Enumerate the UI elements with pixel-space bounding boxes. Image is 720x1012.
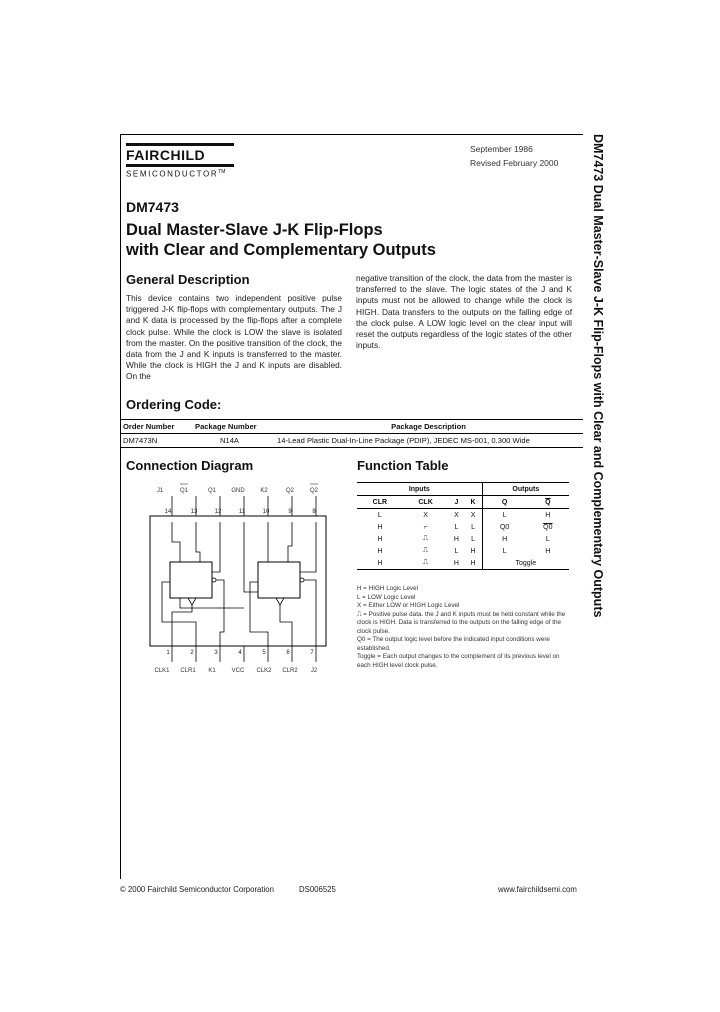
table-row: [357, 557, 569, 570]
ordering-col-package-number: Package Number: [192, 420, 274, 434]
title-line-1: Dual Master-Slave J-K Flip-Flops: [126, 221, 383, 239]
ft-cell: H: [357, 557, 403, 570]
logo-subtitle: [126, 167, 234, 180]
ft-cell: H: [377, 547, 383, 555]
col-k: K: [464, 496, 482, 509]
pin-number: 14: [164, 509, 172, 515]
col-q-bar: $\overline{Q}$: [527, 496, 569, 509]
pin-label-bottom: CLR1: [180, 668, 196, 674]
ft-cell: X: [423, 511, 428, 519]
note: Toggle = Each output changes to the complement of its previous level on each HIGH level clock pulse.: [357, 653, 560, 669]
ft-cell: L: [471, 535, 476, 543]
general-description-col2: negative transition of the clock, the data from the master is transferred to the slave. The logic states of the J and K inputs must not be allowed to change while the clock is HIGH. Data transfers to the outputs on the falling edge of the clock pulse. A LOW logic level on the clear input will reset the outputs regardless of the logic states of the other inputs.: [356, 273, 572, 351]
ft-cell: H: [545, 547, 551, 555]
pin-label-bottom: VCC: [231, 668, 245, 674]
ordering-cell: DM7473N: [120, 434, 192, 448]
col-clk: CLK: [403, 496, 449, 509]
part-number: DM7473: [126, 199, 179, 215]
ordering-col-package-description: Package Description: [274, 420, 583, 434]
pin-number: 1: [166, 650, 170, 656]
connection-diagram-heading: Connection Diagram: [126, 458, 254, 473]
logo-tm: TM: [218, 169, 226, 175]
pin-label-top: K2: [260, 488, 268, 494]
footer-website-link[interactable]: www.fairchildsemi.com: [498, 885, 577, 894]
pin-number: 2: [190, 650, 194, 656]
ft-cell: Q0: [482, 521, 527, 533]
col-q: Q: [482, 496, 527, 509]
pin-label-bottom: K1: [208, 668, 216, 674]
col-j: J: [448, 496, 464, 509]
ordering-cell: N14A: [192, 434, 274, 448]
pin-number: 11: [238, 509, 246, 515]
note: ⎍ = Positive pulse data. the J and K inputs must be held constant while the clock is HIGH. Data is transferred to the outputs on the falling edge of the clock pulse.: [357, 610, 566, 635]
pin-label-top: Q2: [285, 488, 295, 494]
col-clr: CLR: [357, 496, 403, 509]
table-row: [357, 509, 569, 522]
ft-cell: H: [470, 547, 476, 555]
ft-cell: ⎍: [403, 557, 449, 570]
ft-cell: L: [454, 523, 459, 531]
ft-cell: H: [448, 557, 464, 570]
page-title: [126, 220, 436, 260]
ft-cell: H: [545, 511, 551, 519]
ft-cell: L: [482, 545, 527, 557]
ft-cell: L: [454, 547, 459, 555]
ft-cell: H: [464, 557, 482, 570]
pin-number: 6: [286, 650, 290, 656]
top-pin-labels: [157, 488, 319, 494]
date-block: [470, 142, 558, 170]
logo-bar-top: [126, 143, 234, 146]
logo-sub-text: SEMICONDUCTOR: [126, 169, 219, 179]
ft-cell: X: [470, 511, 476, 519]
bottom-pin-labels: [154, 668, 317, 674]
table-row: [120, 434, 583, 448]
title-line-2: with Clear and Complementary Outputs: [126, 241, 436, 259]
note: L = LOW Logic Level: [357, 593, 416, 601]
pin-label-top: Q1: [179, 488, 189, 494]
pin-label-bottom: J2: [310, 668, 318, 674]
ft-cell: Q0: [543, 523, 553, 531]
top-rule: [120, 134, 583, 135]
pin-label-top: Q2: [309, 488, 319, 494]
group-inputs: Inputs: [357, 483, 482, 496]
function-table: [357, 482, 569, 570]
ft-cell: L: [471, 523, 476, 531]
ordering-header-row: [120, 420, 583, 434]
pin-number: 12: [214, 509, 222, 515]
function-table-notes: [357, 585, 572, 670]
general-description-heading: General Description: [126, 272, 250, 287]
table-row: [357, 545, 569, 557]
table-row: [357, 521, 569, 533]
ft-cell: L: [545, 535, 550, 543]
table-row: [357, 533, 569, 545]
date-revised: Revised February 2000: [470, 158, 559, 168]
fairchild-logo: [126, 143, 234, 180]
ft-cell: L: [482, 509, 527, 522]
pin-number: 8: [312, 509, 316, 515]
pin-number: 10: [262, 509, 270, 515]
ft-cell: H: [377, 523, 383, 531]
ordering-cell: 14-Lead Plastic Dual-In-Line Package (PDIP), JEDEC MS-001, 0.300 Wide: [274, 434, 583, 448]
group-outputs: Outputs: [482, 483, 569, 496]
date-original: September 1986: [470, 144, 533, 154]
ft-cell: ⎍: [423, 535, 428, 542]
ft-cell: ⌐: [423, 523, 428, 531]
pin-label-bottom: CLK1: [154, 668, 170, 674]
pin-label-top: GND: [231, 488, 245, 494]
note: H = HIGH Logic Level: [357, 585, 419, 592]
logo-name: FAIRCHILD: [126, 147, 206, 163]
left-rule: [120, 134, 121, 879]
note: Q0 = The output logic level before the indicated input conditions were established.: [357, 636, 550, 652]
ft-cell: Toggle: [482, 557, 569, 570]
ft-cell: H: [453, 535, 459, 543]
ordering-table: [120, 419, 583, 448]
function-table-group-row: [357, 483, 569, 496]
ordering-col-order-number: Order Number: [120, 420, 192, 434]
ft-cell: X: [454, 511, 459, 519]
ft-cell: H: [377, 535, 383, 543]
footer-copyright: © 2000 Fairchild Semiconductor Corporation: [120, 885, 274, 894]
pin-number: 9: [288, 509, 292, 515]
function-table-heading: Function Table: [357, 458, 449, 473]
ft-cell: H: [482, 533, 527, 545]
ordering-code-heading: Ordering Code:: [126, 397, 222, 412]
top-pin-numbers: [165, 509, 317, 515]
flip-flop-2: [258, 562, 300, 598]
pin-number: 4: [238, 650, 242, 656]
ft-cell: L: [377, 511, 382, 519]
footer-ds-number: DS006525: [299, 885, 336, 894]
pin-label-top: J1: [156, 488, 164, 494]
pin-number: 13: [190, 509, 198, 515]
pin-label-bottom: CLR2: [282, 668, 298, 674]
pin-label-top: Q1: [207, 488, 217, 494]
connection-diagram: [140, 482, 340, 682]
ft-cell: ⎍: [423, 547, 428, 554]
pin-number: 7: [310, 650, 314, 656]
sidebar-title: DM7473 Dual Master-Slave J-K Flip-Flops with Clear and Complementary Outputs: [591, 134, 605, 618]
pin-number: 5: [262, 650, 266, 656]
pin-number: 3: [214, 650, 218, 656]
flip-flop-1: [170, 562, 212, 598]
function-table-header-row: [357, 496, 569, 509]
pin-label-bottom: CLK2: [256, 668, 272, 674]
general-description-col1: This device contains two independent positive pulse triggered J-K flip-flops with complementary outputs. The J and K data is processed by the flip-flops after a complete clock pulse. While the clock is LOW the slave is isolated from the master. On the positive transition of the clock, the data from the J and K inputs is transferred to the master. While the clock is HIGH the J and K inputs are disabled. On the: [126, 293, 342, 382]
note: X = Either LOW or HIGH Logic Level: [357, 602, 460, 609]
